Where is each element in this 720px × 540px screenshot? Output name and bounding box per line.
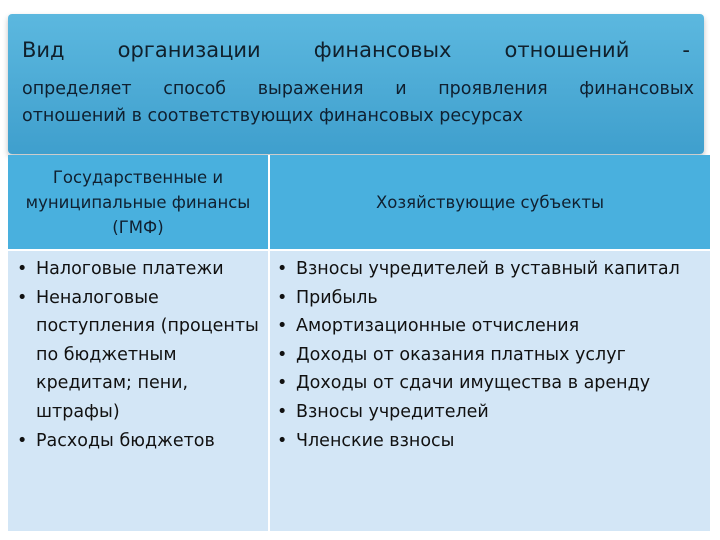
list-item: • Взносы учредителей: [276, 398, 708, 427]
column-divider: [268, 251, 270, 531]
list-item: • Налоговые платежи: [16, 255, 266, 284]
business-list: [276, 255, 708, 455]
list-item: • Прибыль: [276, 284, 708, 313]
slide-title-line1: [22, 38, 690, 62]
title-word: Вид: [22, 38, 65, 62]
header-gmf: Государственные и муниципальные финансы (ГМФ): [25, 167, 251, 237]
list-item: • Взносы учредителей в уставный капитал: [276, 255, 708, 284]
title-word: организации: [117, 38, 261, 62]
slide-title-line3: отношений в соответствующих финансовых ресурсах: [22, 106, 523, 126]
list-item: • Амортизационные отчисления: [276, 312, 708, 341]
title-word: отношений: [504, 38, 630, 62]
title-word: финансовых: [313, 38, 452, 62]
list-item: • Доходы от сдачи имущества в аренду: [276, 369, 708, 398]
list-item: • Доходы от оказания платных услуг: [276, 341, 708, 370]
header-business-entities: Хозяйствующие субъекты: [376, 192, 604, 212]
list-item: • Неналоговые поступления (проценты по бюджетным кредитам; пени, штрафы): [16, 284, 266, 427]
slide-title-line2: определяет способ выражения и проявления финансовых: [22, 79, 694, 99]
title-word: -: [682, 38, 690, 62]
list-item: • Расходы бюджетов: [16, 427, 266, 456]
comparison-table: [8, 155, 710, 531]
list-item: • Членские взносы: [276, 427, 708, 456]
gmf-list: [16, 255, 266, 455]
